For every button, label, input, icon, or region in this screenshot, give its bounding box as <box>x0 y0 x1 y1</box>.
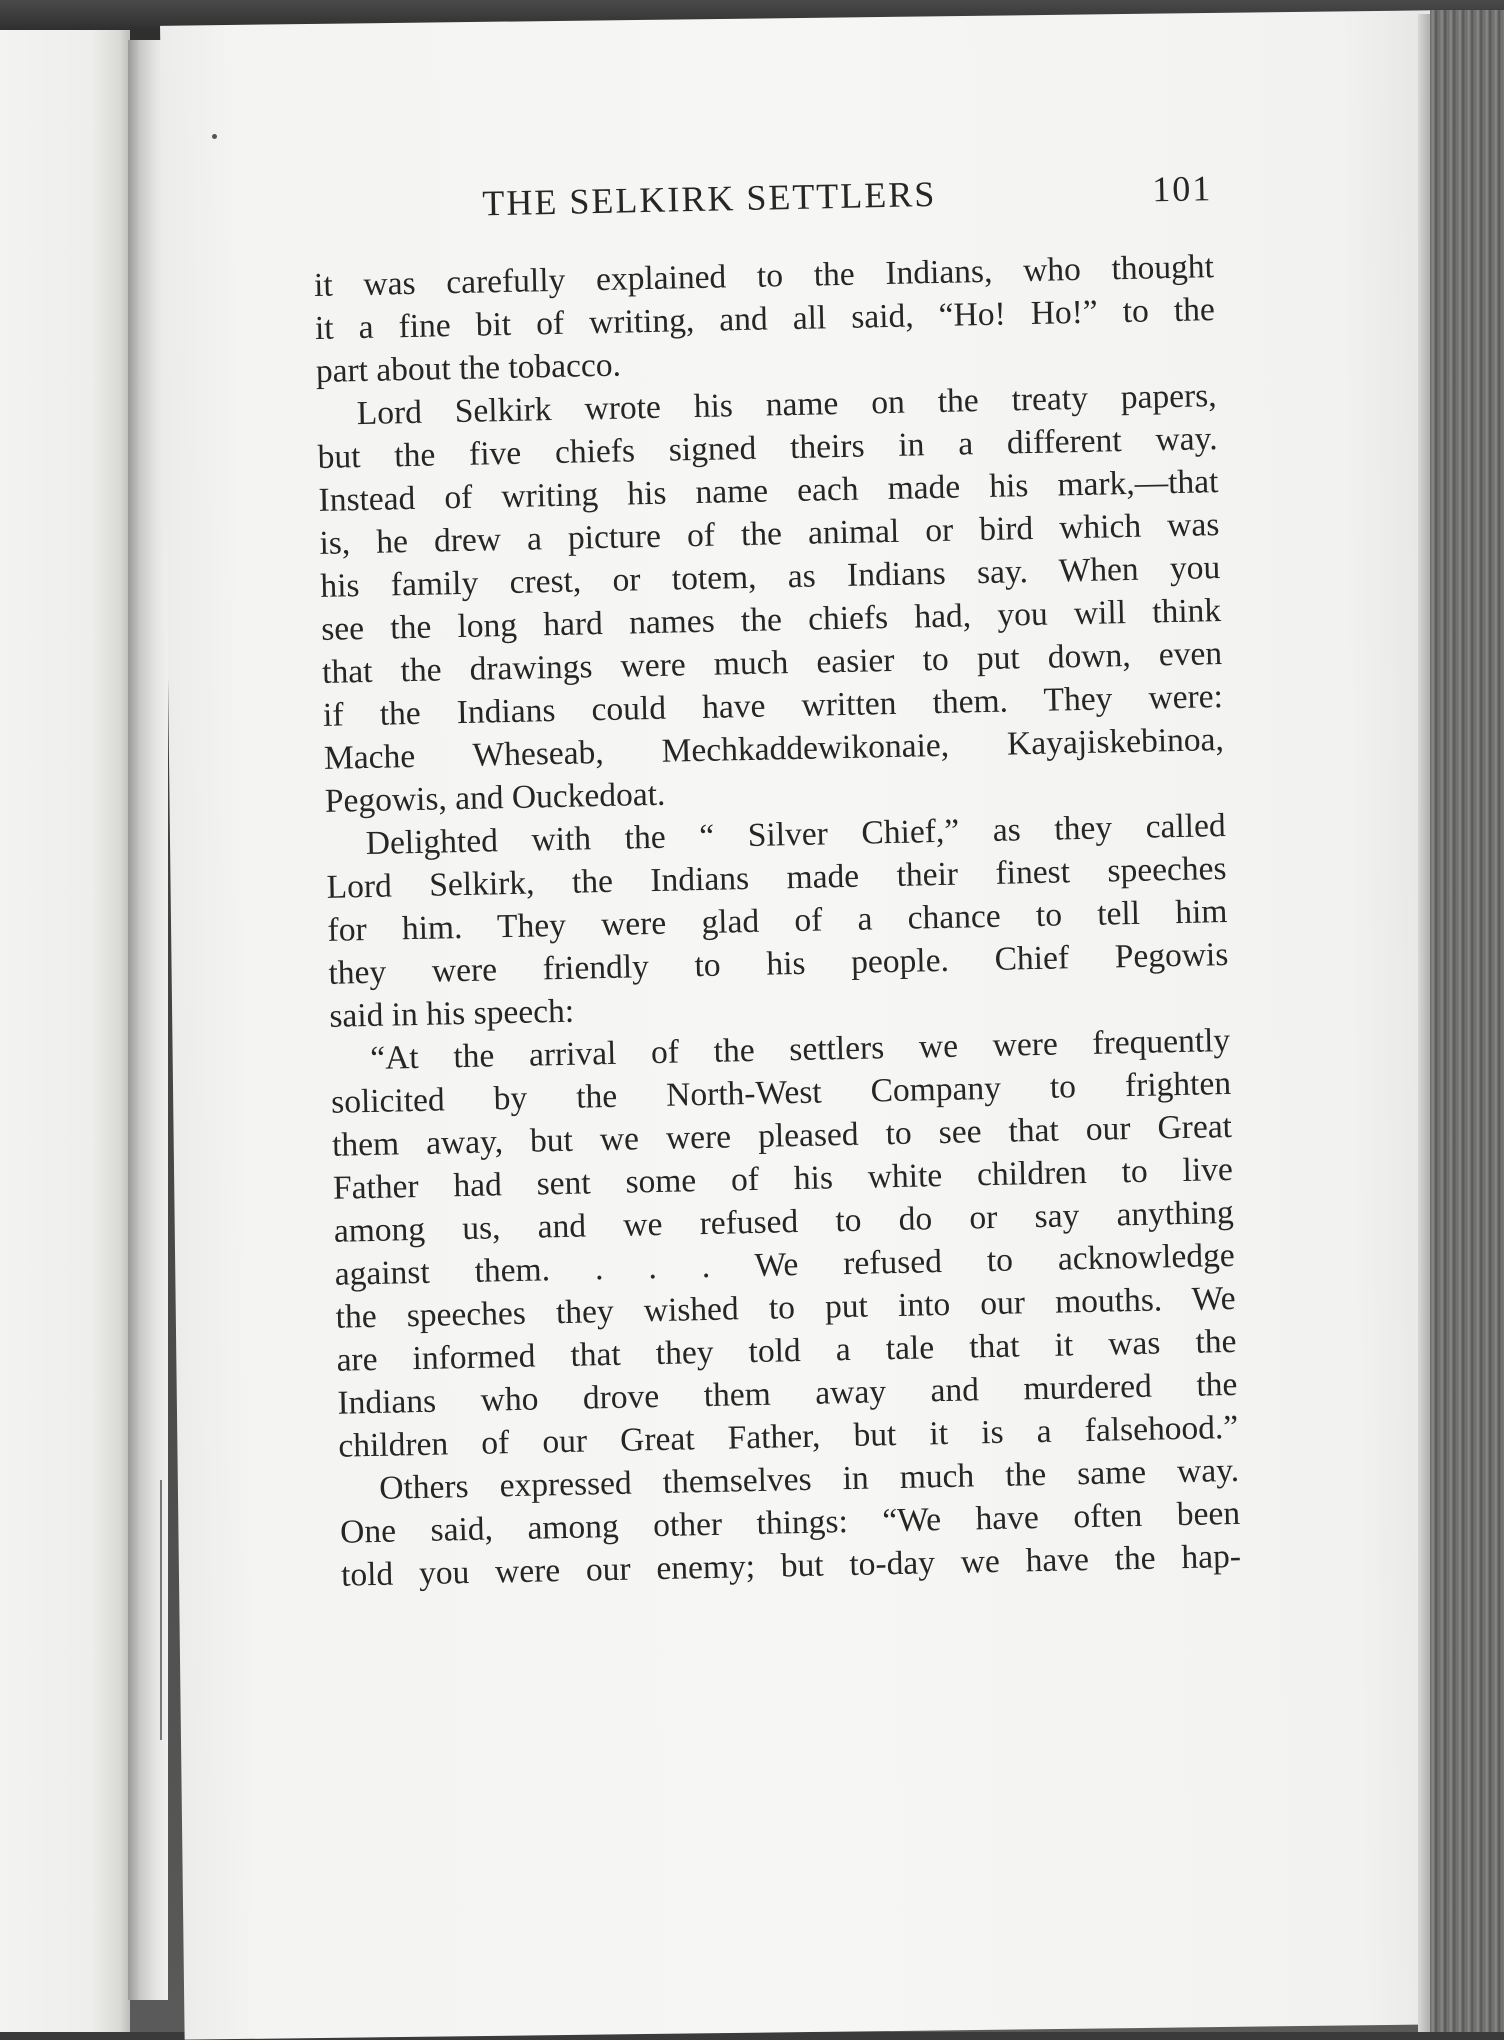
paragraph <box>339 1449 1242 1597</box>
text-line: Lord Selkirk wrote his name on the treaty papers, <box>356 377 1217 433</box>
text-line: Lord Selkirk, the Indians made their finest speeches <box>326 850 1227 906</box>
text-line: for him. They were glad of a chance to tell him <box>327 892 1228 949</box>
paragraph <box>325 804 1229 1038</box>
page-text-block <box>312 167 1241 1597</box>
text-line: the speeches they wished to put into our mouths. We <box>335 1279 1236 1336</box>
text-line: if the Indians could have written them. They were: <box>322 678 1224 734</box>
paragraph <box>314 245 1217 393</box>
spine-crease <box>160 1480 162 1740</box>
text-line: they were friendly to his people. Chief Pegowis <box>328 935 1229 992</box>
text-line: Instead of writing his name each made his mark,—that <box>318 463 1219 519</box>
text-line: One said, among other things: “We have often been <box>339 1494 1241 1551</box>
text-line: are informed that they told a tale that it was the <box>336 1322 1237 1379</box>
text-line: them away, but we were pleased to see that our Great <box>331 1107 1233 1164</box>
text-line: “At the arrival of the settlers we were frequently <box>369 1021 1231 1077</box>
page-number: 101 <box>1151 168 1213 210</box>
text-line: it a fine bit of writing, and all said, “Ho! Ho!” to the <box>314 291 1216 347</box>
text-line: children of our Great Father, but it is a falsehood.” <box>338 1408 1239 1465</box>
left-page <box>0 30 130 2032</box>
text-line: solicited by the North-West Company to frighten <box>330 1064 1232 1121</box>
text-line: Pegowis, and Ouckedoat. <box>324 775 666 820</box>
text-line: his family crest, or totem, as Indians say. When you <box>320 549 1221 605</box>
text-line: Mache Wheseab, Mechkaddewikonaie, Kayajiskebinoa, <box>323 721 1225 777</box>
quoted-speech <box>330 1019 1239 1468</box>
text-line: told you were our enemy; but to-day we have the hap- <box>340 1537 1242 1594</box>
page-block-edge <box>1430 10 1504 2032</box>
text-line: among us, and we refused to do or say anything <box>333 1193 1235 1250</box>
book-gutter <box>128 40 168 2000</box>
text-line: see the long hard names the chiefs had, you will think <box>320 592 1222 648</box>
running-title: THE SELKIRK SETTLERS <box>481 173 937 224</box>
text-line: that the drawings were much easier to put down, even <box>321 635 1223 691</box>
paragraph <box>316 374 1225 823</box>
text-line: Indians who drove them away and murdered the <box>337 1365 1238 1422</box>
dust-speck <box>212 134 217 139</box>
text-line: Delighted with the “ Silver Chief,” as they called <box>365 807 1226 863</box>
text-line: Others expressed themselves in much the same way. <box>378 1451 1240 1507</box>
text-line: Father had sent some of his white children to live <box>332 1150 1234 1207</box>
text-line: against them. . . . We refused to acknowledge <box>334 1236 1235 1293</box>
text-line: said in his speech: <box>329 992 575 1035</box>
text-line: part about the tobacco. <box>315 346 622 390</box>
text-line: it was carefully explained to the Indians, who thought <box>313 248 1215 304</box>
text-line: but the five chiefs signed theirs in a different way. <box>317 420 1218 476</box>
text-line: is, he drew a picture of the animal or bird which was <box>319 506 1220 562</box>
